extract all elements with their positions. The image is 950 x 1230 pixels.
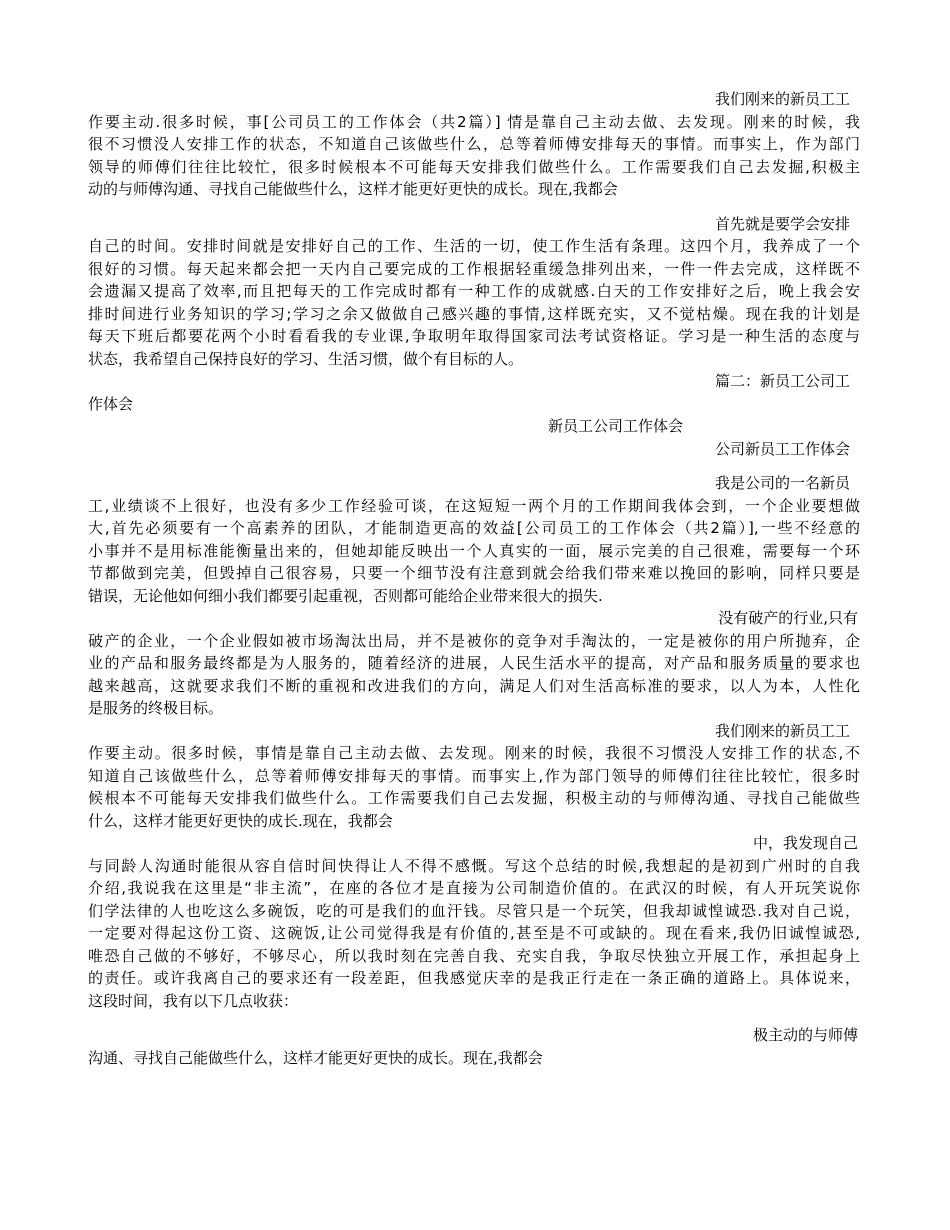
text-line: 作体会 — [88, 394, 134, 413]
text-line: 极主动的与师傅 — [752, 1026, 858, 1044]
text-line: 小事并不是用标准能衡量出来的，但她却能反映出一个人真实的一面，展示完美的自己很难，需要每一个环 — [88, 541, 860, 560]
text-line: 篇二：新员工公司工 — [714, 372, 850, 390]
text-line: 中，我发现自己 — [752, 834, 858, 852]
text-line: 排时间进行业务知识的学习;学习之余又做做自己感兴趣的事情,这样既充实，又不觉枯燥。现在我的计划是 — [88, 304, 860, 323]
text-line: 没有破产的行业,只有 — [718, 609, 858, 627]
text-line: 领导的师傅们往往比较忙，很多时候根本不可能每天安排我们做些什么。工作需要我们自己去发掘,积极主 — [88, 157, 860, 176]
text-line: 我们刚来的新员工工 — [714, 90, 850, 108]
text-line: 什么，这样才能更好更快的成长.现在，我都会 — [88, 811, 393, 830]
text-line: 们学法律的人也吃这么多碗饭，吃的可是我们的血汗钱。尽管只是一个玩笑，但我却诚惶诚恐.我对自己说， — [88, 901, 860, 920]
text-line: 节都做到完美，但毁掉自己很容易，只要一个细节没有注意到就会给我们带来难以挽回的影响，同样只要是 — [88, 564, 860, 582]
text-line: 这段时间，我有以下几点收获： — [88, 991, 299, 1010]
text-line: 我是公司的一名新员 — [714, 474, 850, 492]
text-line: 唯恐自己做的不够好，不够尽心，所以我时刻在完善自我、充实自我，争取尽快独立开展工作，承担起身上 — [88, 946, 860, 965]
text-line: 很不习惯没人安排工作的状态，不知道自己该做些什么，总等着师傅安排每天的事情。而事实上，作为部门 — [88, 135, 860, 153]
text-line: 工,业绩谈不上很好，也没有多少工作经验可谈，在这短短一两个月的工作期间我体会到，一个企业要想做 — [88, 496, 860, 515]
text-line: 候根本不可能每天安排我们做些什么。工作需要我们自己去发掘，积极主动的与师傅沟通、寻找自己能做些 — [88, 789, 860, 807]
text-line: 会遗漏又提高了效率,而且把每天的工作完成时都有一种工作的成就感.白天的工作安排好之后，晚上我会安 — [88, 282, 860, 300]
text-line: 沟通、寻找自己能做些什么，这样才能更好更快的成长。现在,我都会 — [88, 1048, 543, 1067]
text-line: 状态，我希望自己保持良好的学习、生活习惯，做个有目标的人。 — [88, 349, 524, 368]
text-line: 的责任。或许我离自己的要求还有一段差距，但我感觉庆幸的是我正行走在一条正确的道路上。具体说来， — [88, 969, 860, 987]
text-line: 公司新员工工作体会 — [714, 439, 850, 458]
text-line: 很好的习惯。每天起来都会把一天内自己要完成的工作根据轻重缓急排列出来，一件一件去完成，这样既不 — [88, 259, 860, 278]
paragraph-gap — [88, 460, 860, 472]
text-line: 一定要对得起这份工资、这碗饭,让公司觉得我是有价值的,甚至是不可或缺的。现在看来,我仍旧诚惶诚恐, — [88, 924, 860, 942]
text-line: 破产的企业，一个企业假如被市场淘汰出局，并不是被你的竞争对手淘汰的，一定是被你的用户所抛弃，企 — [88, 631, 860, 650]
text-line: 知道自己该做些什么，总等着师傅安排每天的事情。而事实上,作为部门领导的师傅们往往比较忙，很多时 — [88, 766, 860, 785]
text-line: 作要主动.很多时候，事[公司员工的工作体会（共2篇）] 情是靠自己主动去做、去发现。刚来的时候，我 — [88, 112, 860, 131]
text-line: 自己的时间。安排时间就是安排好自己的工作、生活的一切，使工作生活有条理。这四个月，我养成了一个 — [88, 237, 860, 255]
text-line: 越来越高，这就要求我们不断的重视和改进我们的方向，满足人们对生活高标准的要求，以人为本，人性化 — [88, 676, 860, 695]
text-line: 业的产品和服务最终都是为人服务的，随着经济的进展，人民生活水平的提高，对产品和服务质量的要求也 — [88, 654, 860, 672]
text-line: 每天下班后都要花两个小时看看我的专业课,争取明年取得国家司法考试资格证。学习是一种生活的态度与 — [88, 327, 860, 345]
text-line: 与同龄人沟通时能很从容自信时间快得让人不得不感慨。写这个总结的时候,我想起的是初到广州时的自我 — [88, 856, 860, 875]
text-line: 大,首先必须要有一个高素养的团队，才能制造更高的效益[公司员工的工作体会（共2篇）],一些不经意的 — [88, 519, 860, 537]
text-line: 错误，无论他如何细小我们都要引起重视，否则都可能给企业带来很大的损失. — [88, 586, 603, 605]
text-line: 是服务的终极目标。 — [88, 699, 224, 717]
text-line: 我们刚来的新员工工 — [714, 721, 850, 740]
text-line: 作要主动。很多时候，事情是靠自己主动去做、去发现。刚来的时候，我很不习惯没人安排工作的状态,不 — [88, 744, 860, 762]
paragraph-gap — [88, 201, 860, 213]
text-line: 首先就是要学会安排 — [714, 214, 850, 233]
text-line: 新员工公司工作体会 — [548, 417, 684, 435]
text-line: 介绍,我说我在这里是“非主流”，在座的各位才是直接为公司制造价值的。在武汉的时候，有人开玩笑说你 — [88, 879, 860, 897]
paragraph-gap — [88, 1012, 860, 1024]
document-body — [88, 88, 860, 1069]
text-line: 动的与师傅沟通、寻找自己能做些什么，这样才能更好更快的成长。现在,我都会 — [88, 180, 618, 198]
